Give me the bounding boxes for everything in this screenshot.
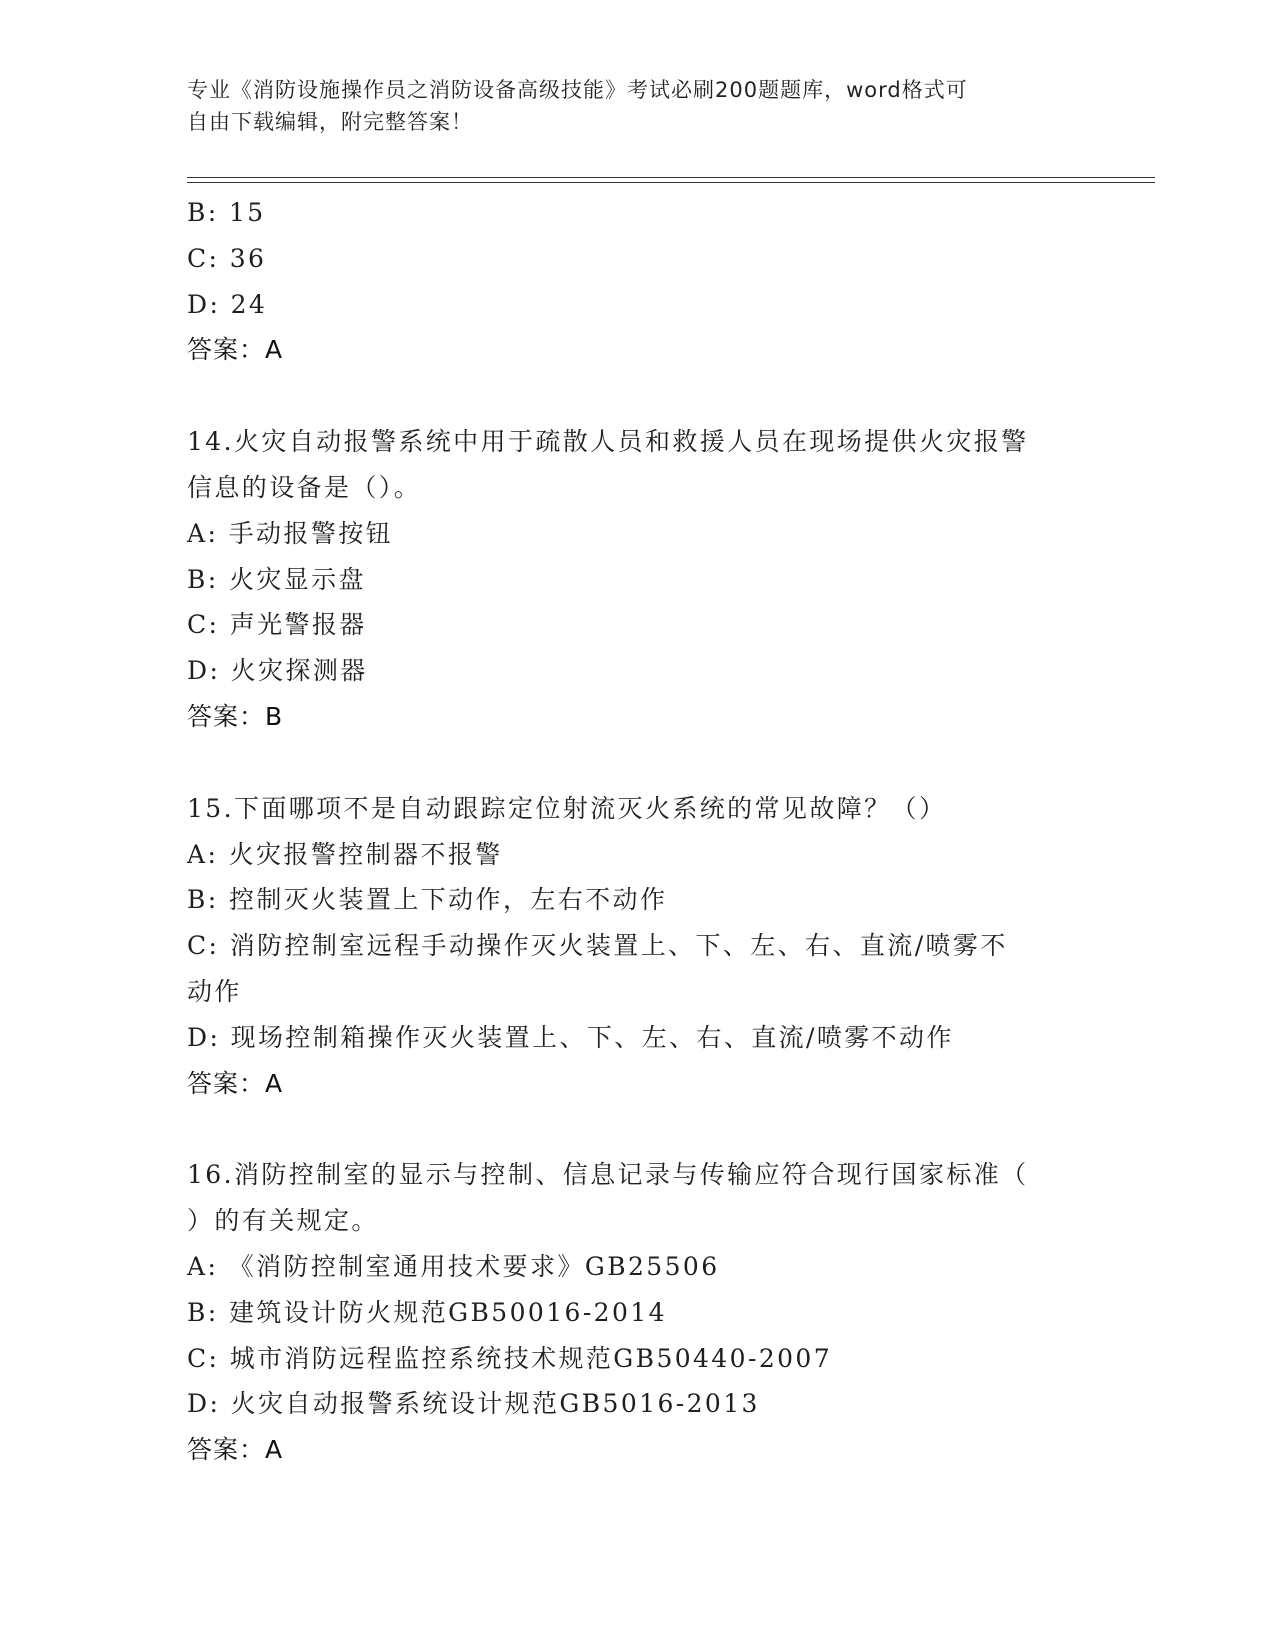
question-text-line-2: 信息的设备是（）。 [187,472,422,502]
option-b: B: 建筑设计防火规范GB50016-2014 [187,1297,667,1327]
question-14 [187,419,1087,740]
question-text-line-1: 16.消防控制室的显示与控制、信息记录与传输应符合现行国家标准（ [187,1160,1029,1190]
spacer [187,373,1087,419]
spacer [187,740,1087,786]
header-line-1: 专业《消防设施操作员之消防设备高级技能》考试必刷200题题库，word格式可 [187,78,968,102]
header-divider-bottom [187,182,1155,183]
option-c-continued: 动作 [187,976,242,1006]
question-15 [187,786,1087,1107]
option-b: B: 火灾显示盘 [187,564,366,594]
question-text-line-2: ）的有关规定。 [187,1206,379,1236]
option-c: C: 声光警报器 [187,610,367,640]
option-b: B: 15 [187,198,266,227]
option-d: D: 现场控制箱操作灭火装置上、下、左、右、直流/喷雾不动作 [187,1022,954,1052]
answer: 答案：B [187,701,284,731]
answer: 答案：A [187,1068,284,1098]
spacer [187,1106,1087,1152]
answer: 答案：A [187,1435,284,1465]
answer: 答案：A [187,335,284,365]
option-c: C: 消防控制室远程手动操作灭火装置上、下、左、右、直流/喷雾不 [187,931,1008,961]
option-a: A: 手动报警按钮 [187,518,394,548]
question-content [187,190,1087,1473]
question-13 [187,190,1087,373]
question-16 [187,1152,1087,1473]
option-c: C: 城市消防远程监控系统技术规范GB50440-2007 [187,1343,833,1373]
question-text: 15.下面哪项不是自动跟踪定位射流灭火系统的常见故障？（） [187,793,947,823]
header-line-2: 自由下载编辑，附完整答案！ [187,110,473,134]
option-c: C: 36 [187,243,267,273]
question-text-line-1: 14.火灾自动报警系统中用于疏散人员和救援人员在现场提供火灾报警 [187,427,1029,457]
option-d: D: 火灾自动报警系统设计规范GB5016-2013 [187,1389,760,1419]
option-a: A: 火灾报警控制器不报警 [187,839,503,869]
option-d: D: 24 [187,289,268,319]
option-d: D: 火灾探测器 [187,656,368,686]
document-header [187,74,1067,138]
header-divider-top [187,177,1155,178]
option-b: B: 控制灭火装置上下动作，左右不动作 [187,885,668,915]
option-a: A: 《消防控制室通用技术要求》GB25506 [187,1251,720,1281]
